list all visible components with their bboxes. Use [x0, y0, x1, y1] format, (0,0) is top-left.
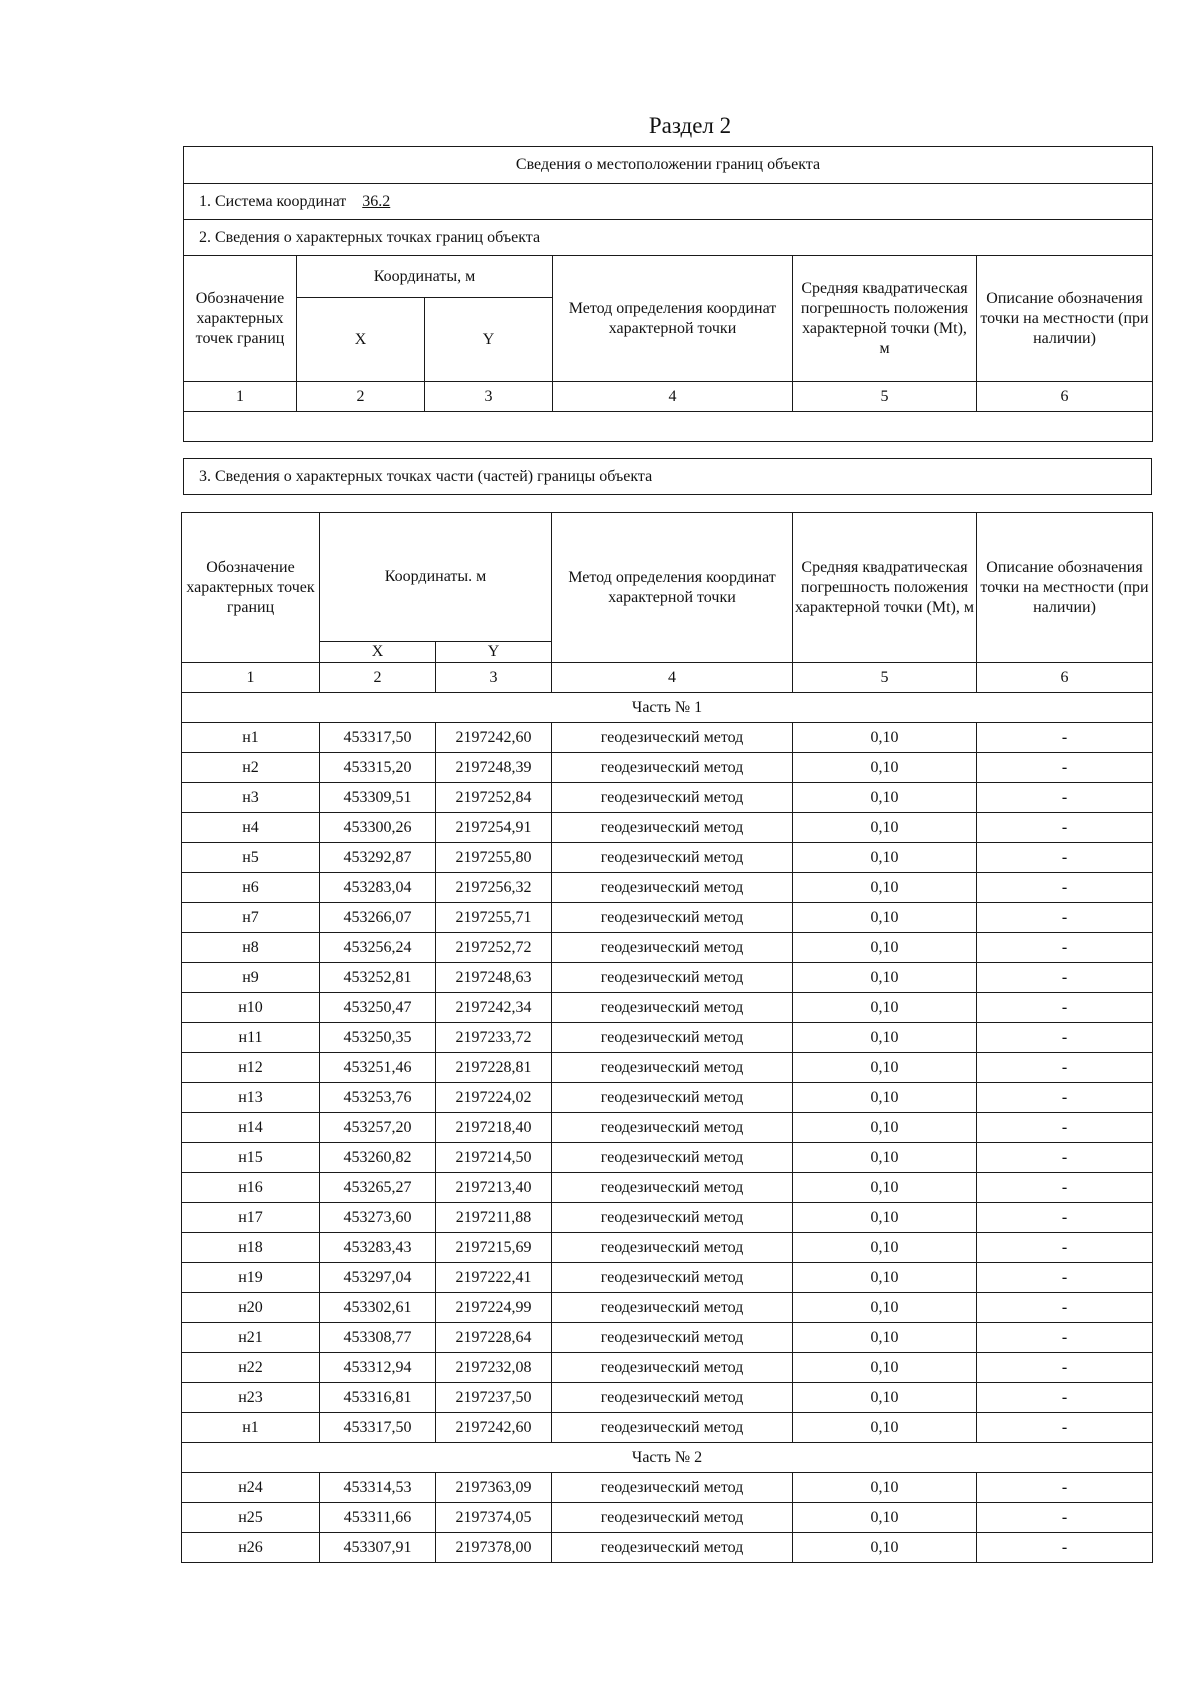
error-cell: 0,10 [793, 1293, 977, 1323]
column-number: 1 [182, 663, 320, 693]
x-coordinate-cell: 453315,20 [320, 753, 436, 783]
x-coordinate-cell: 453302,61 [320, 1293, 436, 1323]
coord-system-label: 1. Система координат [199, 192, 347, 210]
point-cell: н16 [182, 1173, 320, 1203]
table-row [182, 1143, 1153, 1173]
y-coordinate-cell: 2197242,34 [436, 993, 552, 1023]
description-cell: - [977, 1143, 1153, 1173]
description-cell: - [977, 993, 1153, 1023]
part-title: Часть № 2 [182, 1443, 1153, 1473]
x-coordinate-cell: 453312,94 [320, 1353, 436, 1383]
header-y: Y [425, 298, 553, 382]
y-coordinate-cell: 2197254,91 [436, 813, 552, 843]
description-cell: - [977, 933, 1153, 963]
description-cell: - [977, 903, 1153, 933]
method-cell: геодезический метод [552, 1323, 793, 1353]
error-cell: 0,10 [793, 1263, 977, 1293]
header-method: Метод определения координат характерной точки [553, 256, 793, 382]
y-coordinate-cell: 2197255,80 [436, 843, 552, 873]
method-cell: геодезический метод [552, 1263, 793, 1293]
x-coordinate-cell: 453317,50 [320, 723, 436, 753]
table-row [182, 1293, 1153, 1323]
description-cell: - [977, 1503, 1153, 1533]
description-cell: - [977, 1173, 1153, 1203]
point-cell: н22 [182, 1353, 320, 1383]
y-coordinate-cell: 2197256,32 [436, 873, 552, 903]
method-cell: геодезический метод [552, 1383, 793, 1413]
method-cell: геодезический метод [552, 1233, 793, 1263]
y-coordinate-cell: 2197224,99 [436, 1293, 552, 1323]
column-number: 4 [552, 663, 793, 693]
column-number: 6 [977, 382, 1153, 412]
method-cell: геодезический метод [552, 1353, 793, 1383]
error-cell: 0,10 [793, 1353, 977, 1383]
error-cell: 0,10 [793, 993, 977, 1023]
method-cell: геодезический метод [552, 1473, 793, 1503]
point-cell: н10 [182, 993, 320, 1023]
error-cell: 0,10 [793, 1473, 977, 1503]
section-3-title-box [183, 458, 1152, 495]
x-coordinate-cell: 453311,66 [320, 1503, 436, 1533]
error-cell: 0,10 [793, 783, 977, 813]
point-cell: н15 [182, 1143, 320, 1173]
method-cell: геодезический метод [552, 1173, 793, 1203]
error-cell: 0,10 [793, 963, 977, 993]
error-cell: 0,10 [793, 903, 977, 933]
point-cell: н24 [182, 1473, 320, 1503]
point-cell: н8 [182, 933, 320, 963]
y-coordinate-cell: 2197252,84 [436, 783, 552, 813]
column-number: 3 [425, 382, 553, 412]
method-cell: геодезический метод [552, 1203, 793, 1233]
point-cell: н4 [182, 813, 320, 843]
table-row [182, 993, 1153, 1023]
y-coordinate-cell: 2197255,71 [436, 903, 552, 933]
description-cell: - [977, 843, 1153, 873]
description-cell: - [977, 1473, 1153, 1503]
point-cell: н19 [182, 1263, 320, 1293]
point-cell: н17 [182, 1203, 320, 1233]
header-x: X [320, 642, 436, 663]
x-coordinate-cell: 453256,24 [320, 933, 436, 963]
description-cell: - [977, 753, 1153, 783]
description-cell: - [977, 1203, 1153, 1233]
table-row [182, 1083, 1153, 1113]
y-coordinate-cell: 2197213,40 [436, 1173, 552, 1203]
point-cell: н25 [182, 1503, 320, 1533]
header-point: Обозначение характерных точек границ [184, 256, 297, 382]
description-cell: - [977, 1233, 1153, 1263]
description-cell: - [977, 783, 1153, 813]
table-row [182, 843, 1153, 873]
part-title-row [182, 1443, 1153, 1473]
error-cell: 0,10 [793, 1143, 977, 1173]
description-cell: - [977, 1323, 1153, 1353]
section-3-title: 3. Сведения о характерных точках части (частей) границы объекта [184, 459, 1152, 495]
description-cell: - [977, 1113, 1153, 1143]
x-coordinate-cell: 453297,04 [320, 1263, 436, 1293]
table-row [182, 783, 1153, 813]
method-cell: геодезический метод [552, 1143, 793, 1173]
point-cell: н14 [182, 1113, 320, 1143]
error-cell: 0,10 [793, 1173, 977, 1203]
error-cell: 0,10 [793, 1503, 977, 1533]
x-coordinate-cell: 453317,50 [320, 1413, 436, 1443]
table-row [182, 1203, 1153, 1233]
error-cell: 0,10 [793, 873, 977, 903]
table-row [182, 1533, 1153, 1563]
empty-points-row [184, 412, 1153, 442]
method-cell: геодезический метод [552, 753, 793, 783]
header-coords: Координаты. м [320, 513, 552, 642]
x-coordinate-cell: 453250,47 [320, 993, 436, 1023]
x-coordinate-cell: 453253,76 [320, 1083, 436, 1113]
x-coordinate-cell: 453283,43 [320, 1233, 436, 1263]
column-number: 6 [977, 663, 1153, 693]
parts-table [181, 512, 1153, 1563]
table-row [182, 1353, 1153, 1383]
description-cell: - [977, 1533, 1153, 1563]
header-x: X [297, 298, 425, 382]
method-cell: геодезический метод [552, 1083, 793, 1113]
header-point: Обозначение характерных точек границ [182, 513, 320, 663]
column-number: 5 [793, 382, 977, 412]
table-row [182, 1503, 1153, 1533]
point-cell: н13 [182, 1083, 320, 1113]
point-cell: н5 [182, 843, 320, 873]
column-number: 3 [436, 663, 552, 693]
point-cell: н1 [182, 723, 320, 753]
table-row [182, 963, 1153, 993]
table-row [182, 753, 1153, 783]
y-coordinate-cell: 2197378,00 [436, 1533, 552, 1563]
y-coordinate-cell: 2197215,69 [436, 1233, 552, 1263]
header-error: Средняя квадратическая погрешность положения характерной точки (Mt), м [793, 513, 977, 663]
x-coordinate-cell: 453308,77 [320, 1323, 436, 1353]
column-number: 1 [184, 382, 297, 412]
method-cell: геодезический метод [552, 723, 793, 753]
x-coordinate-cell: 453266,07 [320, 903, 436, 933]
table-row [182, 1023, 1153, 1053]
x-coordinate-cell: 453283,04 [320, 873, 436, 903]
error-cell: 0,10 [793, 843, 977, 873]
method-cell: геодезический метод [552, 1503, 793, 1533]
header-coords: Координаты, м [297, 256, 553, 298]
y-coordinate-cell: 2197242,60 [436, 1413, 552, 1443]
error-cell: 0,10 [793, 1233, 977, 1263]
description-cell: - [977, 963, 1153, 993]
x-coordinate-cell: 453309,51 [320, 783, 436, 813]
column-number: 4 [553, 382, 793, 412]
method-cell: геодезический метод [552, 903, 793, 933]
point-cell: н26 [182, 1533, 320, 1563]
points-section-title: 2. Сведения о характерных точках границ объекта [184, 220, 1153, 256]
part-title-row [182, 693, 1153, 723]
x-coordinate-cell: 453314,53 [320, 1473, 436, 1503]
y-coordinate-cell: 2197233,72 [436, 1023, 552, 1053]
method-cell: геодезический метод [552, 963, 793, 993]
table-row [182, 813, 1153, 843]
error-cell: 0,10 [793, 1023, 977, 1053]
method-cell: геодезический метод [552, 1113, 793, 1143]
method-cell: геодезический метод [552, 1413, 793, 1443]
y-coordinate-cell: 2197211,88 [436, 1203, 552, 1233]
table-row [182, 873, 1153, 903]
error-cell: 0,10 [793, 1413, 977, 1443]
point-cell: н2 [182, 753, 320, 783]
point-cell: н6 [182, 873, 320, 903]
description-cell: - [977, 813, 1153, 843]
y-coordinate-cell: 2197228,81 [436, 1053, 552, 1083]
point-cell: н9 [182, 963, 320, 993]
point-cell: н11 [182, 1023, 320, 1053]
table-row [182, 1263, 1153, 1293]
y-coordinate-cell: 2197363,09 [436, 1473, 552, 1503]
x-coordinate-cell: 453292,87 [320, 843, 436, 873]
point-cell: н3 [182, 783, 320, 813]
x-coordinate-cell: 453316,81 [320, 1383, 436, 1413]
section-1-title: Сведения о местоположении границ объекта [184, 147, 1153, 184]
coord-system-value: 36.2 [362, 192, 391, 210]
x-coordinate-cell: 453300,26 [320, 813, 436, 843]
header-method: Метод определения координат характерной точки [552, 513, 793, 663]
method-cell: геодезический метод [552, 813, 793, 843]
error-cell: 0,10 [793, 933, 977, 963]
error-cell: 0,10 [793, 813, 977, 843]
point-cell: н21 [182, 1323, 320, 1353]
y-coordinate-cell: 2197228,64 [436, 1323, 552, 1353]
point-cell: н23 [182, 1383, 320, 1413]
header-description: Описание обозначения точки на местности (при наличии) [977, 256, 1153, 382]
description-cell: - [977, 1293, 1153, 1323]
page-title: Раздел 2 [648, 113, 732, 138]
error-cell: 0,10 [793, 1323, 977, 1353]
x-coordinate-cell: 453250,35 [320, 1023, 436, 1053]
description-cell: - [977, 1023, 1153, 1053]
x-coordinate-cell: 453252,81 [320, 963, 436, 993]
error-cell: 0,10 [793, 1383, 977, 1413]
error-cell: 0,10 [793, 1203, 977, 1233]
description-cell: - [977, 1413, 1153, 1443]
coord-system-row [184, 184, 1153, 220]
description-cell: - [977, 1083, 1153, 1113]
y-coordinate-cell: 2197242,60 [436, 723, 552, 753]
point-cell: н20 [182, 1293, 320, 1323]
description-cell: - [977, 723, 1153, 753]
table-row [182, 903, 1153, 933]
error-cell: 0,10 [793, 753, 977, 783]
part-title: Часть № 1 [182, 693, 1153, 723]
point-cell: н18 [182, 1233, 320, 1263]
method-cell: геодезический метод [552, 1023, 793, 1053]
method-cell: геодезический метод [552, 1053, 793, 1083]
error-cell: 0,10 [793, 723, 977, 753]
method-cell: геодезический метод [552, 1533, 793, 1563]
column-number: 2 [320, 663, 436, 693]
description-cell: - [977, 1353, 1153, 1383]
description-cell: - [977, 1053, 1153, 1083]
table-row [182, 1053, 1153, 1083]
y-coordinate-cell: 2197222,41 [436, 1263, 552, 1293]
x-coordinate-cell: 453273,60 [320, 1203, 436, 1233]
y-coordinate-cell: 2197252,72 [436, 933, 552, 963]
header-error: Средняя квадратическая погрешность положения характерной точки (Mt), м [793, 256, 977, 382]
y-coordinate-cell: 2197237,50 [436, 1383, 552, 1413]
error-cell: 0,10 [793, 1533, 977, 1563]
section-1-table [183, 146, 1153, 442]
error-cell: 0,10 [793, 1083, 977, 1113]
y-coordinate-cell: 2197214,50 [436, 1143, 552, 1173]
point-cell: н7 [182, 903, 320, 933]
description-cell: - [977, 873, 1153, 903]
x-coordinate-cell: 453251,46 [320, 1053, 436, 1083]
description-cell: - [977, 1383, 1153, 1413]
method-cell: геодезический метод [552, 843, 793, 873]
x-coordinate-cell: 453307,91 [320, 1533, 436, 1563]
table-row [182, 723, 1153, 753]
y-coordinate-cell: 2197374,05 [436, 1503, 552, 1533]
y-coordinate-cell: 2197232,08 [436, 1353, 552, 1383]
table-row [182, 1383, 1153, 1413]
header-description: Описание обозначения точки на местности (при наличии) [977, 513, 1153, 663]
point-cell: н1 [182, 1413, 320, 1443]
method-cell: геодезический метод [552, 873, 793, 903]
x-coordinate-cell: 453260,82 [320, 1143, 436, 1173]
table-row [182, 1323, 1153, 1353]
table-row [182, 1413, 1153, 1443]
description-cell: - [977, 1263, 1153, 1293]
x-coordinate-cell: 453257,20 [320, 1113, 436, 1143]
error-cell: 0,10 [793, 1053, 977, 1083]
table-row [182, 1113, 1153, 1143]
point-cell: н12 [182, 1053, 320, 1083]
y-coordinate-cell: 2197248,39 [436, 753, 552, 783]
table-row [182, 1473, 1153, 1503]
column-number: 5 [793, 663, 977, 693]
method-cell: геодезический метод [552, 783, 793, 813]
y-coordinate-cell: 2197224,02 [436, 1083, 552, 1113]
header-y: Y [436, 642, 552, 663]
y-coordinate-cell: 2197248,63 [436, 963, 552, 993]
table-row [182, 1233, 1153, 1263]
error-cell: 0,10 [793, 1113, 977, 1143]
table-row [182, 933, 1153, 963]
table-row [182, 1173, 1153, 1203]
y-coordinate-cell: 2197218,40 [436, 1113, 552, 1143]
x-coordinate-cell: 453265,27 [320, 1173, 436, 1203]
method-cell: геодезический метод [552, 993, 793, 1023]
method-cell: геодезический метод [552, 1293, 793, 1323]
column-number: 2 [297, 382, 425, 412]
method-cell: геодезический метод [552, 933, 793, 963]
